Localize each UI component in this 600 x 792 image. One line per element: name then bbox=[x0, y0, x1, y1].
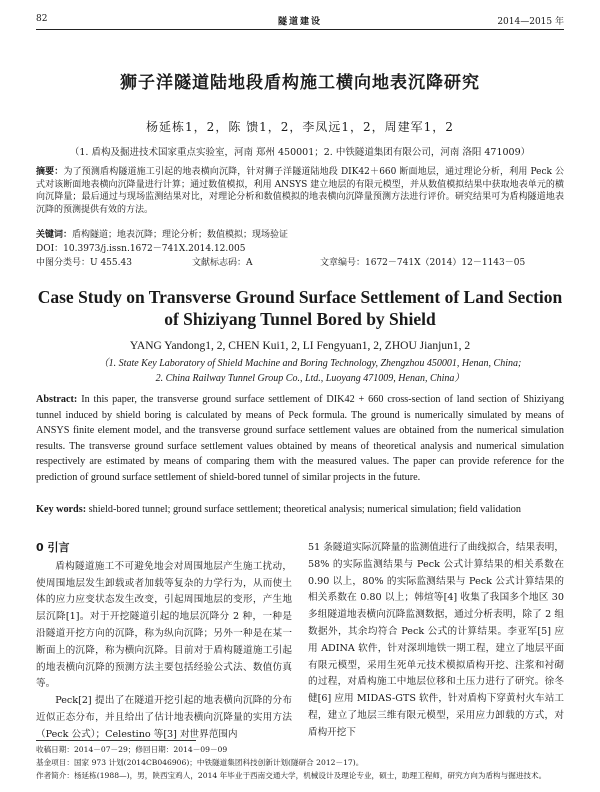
english-affiliation bbox=[70, 356, 550, 386]
body-paragraph: 盾构隧道施工不可避免地会对周围地层产生施工扰动，使周围地层发生卸载或者加载等复杂的力学行为，从而使土体的应力应变状态发生改变，引起周围地层的变形，产生地层沉降[1]。对于开挖隧道引起的地层沉降分 2 种，一种是沿隧道开挖方向的沉降，称为纵向沉降；另外一种是在某一断面上的沉降，称为横向沉降。目前对于盾构隧道施工引起的地表横向沉降的预测方法主要包括经验公式法、数值仿真等。 bbox=[36, 560, 292, 690]
chinese-keywords-label: 关键词： bbox=[36, 230, 73, 240]
running-header bbox=[36, 14, 564, 28]
english-title: Case Study on Transverse Ground Surface Settlement of Land Section of Shiziyang Tunnel Bored by Shield bbox=[37, 287, 563, 329]
english-abstract-text: In this paper, the transverse ground surface settlement of DIK42 + 660 cross-section of land section of Shiziyang tunnel induced by shield boring is calculated by means of Peck formula. The ground is numerically simulated by means of ANSYS finite element model, and the transverse ground surface settlement values are obtained from the numerical simulation results. The transverse ground surface settlement values obtained by means of theoretical analysis and numerical simulation respectively are estimated by means of comparing them with the measured values. The paper can provide reference for the prediction of ground surface settlement of shield-bored tunnel of similar projects in the future. bbox=[36, 394, 564, 483]
footnote-received: 收稿日期：2014－07－29；修回日期：2014－09－09 bbox=[36, 745, 228, 754]
chinese-keywords bbox=[36, 227, 564, 240]
body-column-left bbox=[36, 540, 292, 744]
english-authors: YANG Yandong1, 2, CHEN Kui1, 2, LI Fengyuan1, 2, ZHOU Jianjun1, 2 bbox=[129, 340, 471, 352]
chinese-abstract-label: 摘要： bbox=[36, 167, 64, 177]
english-abstract-label: Abstract: bbox=[36, 394, 78, 405]
page-number: 82 bbox=[36, 14, 48, 24]
article-number: 文章编号：1672－741X（2014）12－1143－05 bbox=[320, 258, 526, 268]
english-abstract bbox=[36, 392, 564, 486]
header-rule bbox=[36, 29, 564, 30]
classification-line bbox=[36, 255, 564, 267]
english-keywords bbox=[36, 504, 564, 515]
english-affiliation-2: 2. China Railway Tunnel Group Co., Ltd., Luoyang 471009, Henan, China） bbox=[155, 373, 465, 384]
document-code: 文献标志码：A bbox=[192, 258, 253, 268]
english-keywords-text: shield-bored tunnel; ground surface settlement; theoretical analysis; numerical simulation; field validation bbox=[88, 504, 521, 515]
journal-name: 隧道建设 bbox=[277, 17, 322, 27]
class-number: 中图分类号：U 455.43 bbox=[36, 258, 132, 268]
body-paragraph: Peck[2] 提出了在隧道开挖引起的地表横向沉降的分布近似正态分布，并且给出了估计地表横向沉降量的实用方法（Peck 公式）；Celestino 等[3] 对世界范围内 bbox=[36, 695, 292, 740]
chinese-title: 狮子洋隧道陆地段盾构施工横向地表沉降研究 bbox=[120, 73, 480, 93]
chinese-keywords-text: 盾构隧道；地表沉降；理论分析；数值模拟；现场验证 bbox=[72, 230, 289, 240]
english-keywords-label: Key words: bbox=[36, 504, 87, 515]
footnote-rule bbox=[36, 740, 196, 741]
footnote-author: 作者简介：杨延栋(1988—)，男，陕西宝鸡人，2014 年毕业于西南交通大学，机械设计及理论专业，硕士，助理工程师，研究方向为盾构与掘进技术。 bbox=[36, 771, 547, 780]
chinese-abstract-text: 为了预测盾构隧道施工引起的地表横向沉降，针对狮子洋隧道陆地段 DIK42＋660 断面地层，通过理论分析，利用 Peck 公式对该断面地表横向沉降量进行计算；通过数值模拟，利用 ANSYS 建立地层的有限元模型，并从数值模拟结果中获取地表单元的横向沉降量；最后通过与现场监测结果对比，对理论分析和数值模拟的地表横向沉降量预测方法进行评价。研究结果可为盾构隧道地表沉降的预测提供有效的方法。 bbox=[36, 167, 564, 215]
journal-year: 2014—2015 年 bbox=[497, 17, 564, 27]
chinese-affiliation: （1. 盾构及掘进技术国家重点实验室，河南 郑州 450001；2. 中铁隧道集团有限公司，河南 洛阳 471009） bbox=[69, 147, 531, 158]
section-heading: 0 引言 bbox=[36, 541, 70, 554]
chinese-abstract bbox=[36, 166, 564, 216]
footnote-fund: 基金项目：国家 973 计划(2014CB046906)；中铁隧道集团科技创新计划(隧研合 2012－17)。 bbox=[36, 758, 364, 767]
doi: DOI：10.3973/j.issn.1672－741X.2014.12.005 bbox=[36, 244, 246, 254]
body-paragraph: 51 条隧道实际沉降量的监测值进行了曲线拟合，结果表明，58% 的实际监测结果与 Peck 公式计算结果的相关系数在 0.90 以上，80% 的实际监测结果与 Peck 公式计算结果的相关系数在 0.80 以上；韩煊等[4] 收集了我国多个地区 30 多组隧道地表横向沉降监测数据，通过分析表明，除了 2 组数据外，其余均符合 Peck 公式的计算结果。李亚军[5] 应用 ADINA 软件，针对深圳地铁一期工程，建立了地层平面有限元模型，采用生死单元技术模拟盾构开挖、注浆和衬砌的过程，对盾构施工中地层位移和土压力进行了研究。徐冬健[6] 应用 MIDAS-GTS 软件，针对盾构下穿黄村火车站工程，建立了地层三维有限元模型，采用应力卸载的方式，对盾构开挖下 bbox=[308, 542, 564, 738]
body-column-right bbox=[308, 540, 564, 742]
english-affiliation-1: （1. State Key Laboratory of Shield Machine and Boring Technology, Zhengzhou 450001, Henan, China; bbox=[98, 358, 522, 369]
chinese-authors: 杨延栋1，2，陈 馈1，2，李凤远1，2，周建军1，2 bbox=[146, 120, 454, 134]
